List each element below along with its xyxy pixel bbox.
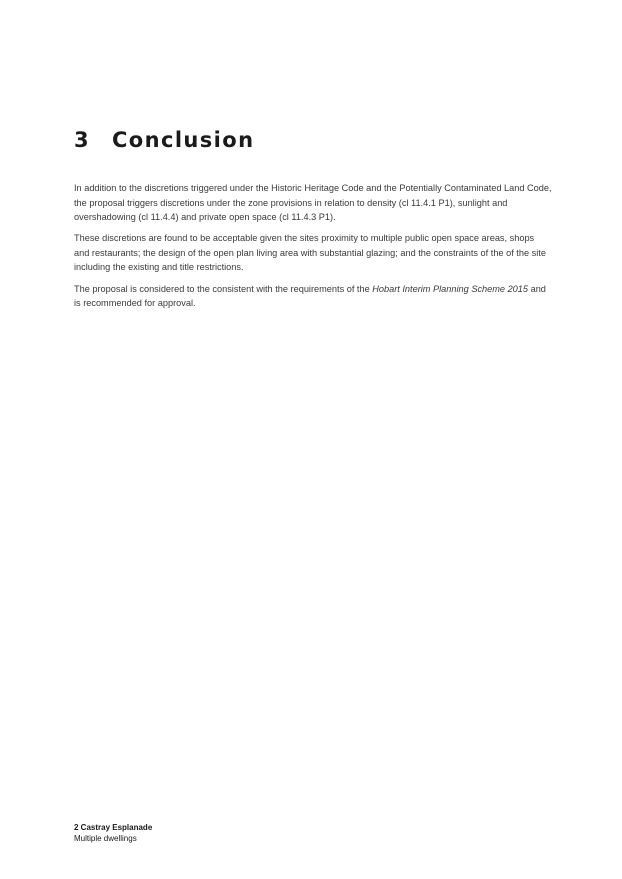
section-heading [74,128,254,152]
page-footer [74,823,152,844]
paragraph-recommendation [74,282,552,311]
body-text [74,181,552,317]
paragraph-discretions: In addition to the discretions triggered under the Historic Heritage Code and the Potentially Contaminated Land Code, the proposal triggers discretions under the zone provisions in relation to density (cl 11.4.1 P1), sunlight and overshadowing (cl 11.4.4) and private open space (cl 11.4.3 P1). [74,183,552,223]
footer-project-name: 2 Castray Esplanade [74,823,153,832]
recommendation-text-start: The proposal is considered to the consistent with the requirements of the [74,283,373,294]
section-number: 3 [74,128,91,152]
recommendation-text-end: and is recommended for approval. [74,283,546,309]
paragraph-acceptability: These discretions are found to be acceptable given the sites proximity to multiple public open space areas, shops and restaurants; the design of the open plan living area with substantial glazing; and the constraints of the of the site including the existing and title restrictions. [74,233,546,273]
section-title: Conclusion [112,128,255,152]
planning-scheme-name: Hobart Interim Planning Scheme 2015 [372,283,529,294]
footer-description: Multiple dwellings [74,833,137,843]
